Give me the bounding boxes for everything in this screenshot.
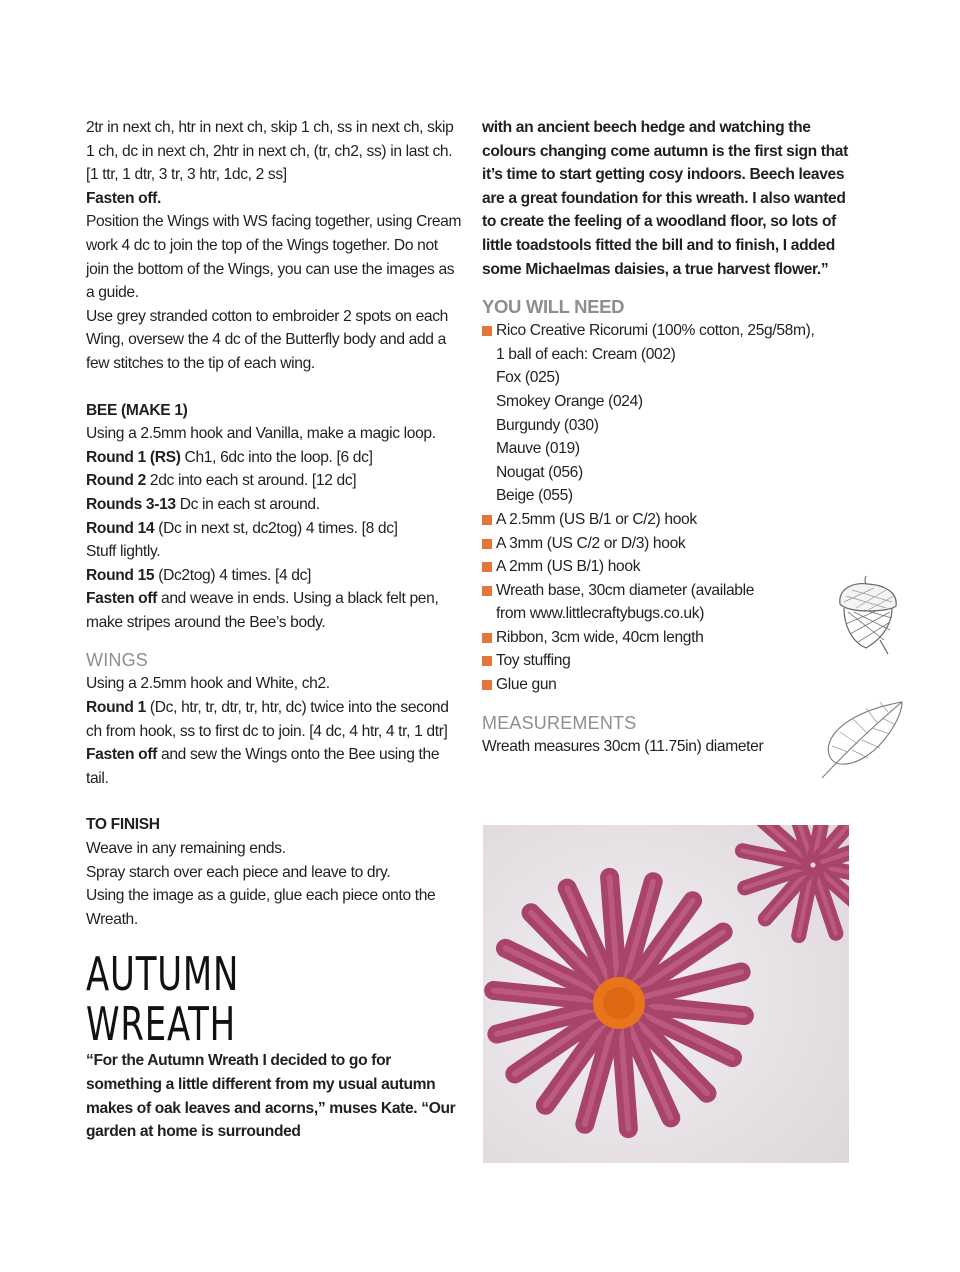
round-row (86, 517, 464, 541)
fasten-off-label: Fasten off. (86, 189, 161, 207)
quote-text: “For the Autumn Wreath I decided to go for something a little different from my usual autumn makes of oak leaves and acorns,” muses Kate. “Our garden at home is surrounded (86, 1052, 456, 1141)
pattern-text: 2tr in next ch, htr in next ch, skip 1 ch, ss in next ch, skip 1 ch, dc in next ch, 2htr in next ch, (tr, ch2, ss) in last ch. [1 ttr, 1 dtr, 3 tr, 3 htr, 1dc, 2 ss] (86, 119, 454, 184)
pattern-text: Using the image as a guide, glue each piece onto the Wreath. (86, 887, 436, 928)
pattern-text: and weave in ends. Using a black felt pen, make stripes around the Bee’s body. (86, 590, 439, 631)
round-text: Ch1, 6dc into the loop. [6 dc] (180, 448, 373, 466)
bullet-square-icon (482, 586, 492, 596)
list-item: A 3mm (US C/2 or D/3) hook (482, 532, 858, 556)
crochet-flower-photo (483, 825, 849, 1163)
colour-item: Fox (025) (496, 369, 560, 387)
pattern-text: Position the Wings with WS facing together, using Cream work 4 dc to join the top of the Wings together. Do not join the bottom of the Wings, you can use the images as a guide. (86, 213, 462, 302)
round-row (86, 587, 464, 634)
acorn-sketch-icon (834, 574, 902, 658)
bullet-square-icon (482, 562, 492, 572)
quote-text: with an ancient beech hedge and watching the colours changing come autumn is the first sign that it’s time to start getting cosy indoors. Beech leaves are a great foundation for this wreath. I also wanted to create the feeling of a woodland floor, so lots of little toadstools fitted the bill and to finish, I added some Michaelmas daisies, a true harvest flower.” (482, 119, 848, 278)
round-text: 2dc into each st around. [12 dc] (145, 472, 357, 490)
flower-image (483, 825, 849, 1163)
pattern-text: Use grey stranded cotton to embroider 2 spots on each Wing, oversew the 4 dc of the Butterfly body and add a few stitches to the tip of each wing. (86, 307, 448, 372)
round-row (86, 446, 464, 470)
leaf-sketch-icon (818, 698, 906, 782)
colour-item: Burgundy (030) (496, 416, 599, 434)
fasten-off-label: Fasten off (86, 746, 158, 764)
right-column (482, 116, 858, 758)
left-column (86, 116, 464, 1144)
round-text: (Dc, htr, tr, dtr, tr, htr, dc) twice into the second ch from hook, ss to first dc to join. [4 dc, 4 htr, 4 tr, 1 dtr] (86, 699, 449, 740)
wings-heading: WINGS (86, 650, 148, 671)
round-text: Dc in each st around. (175, 495, 320, 513)
pattern-text: and sew the Wings onto the Bee using the tail. (86, 746, 440, 787)
round-label: Round 1 (RS) (86, 448, 181, 466)
list-item: Wreath base, 30cm diameter (available (482, 579, 858, 603)
list-item: from www.littlecraftybugs.co.uk) (496, 605, 705, 623)
flower-centre-inner (603, 987, 635, 1019)
round-label: Round 14 (86, 519, 155, 537)
measurements-heading: MEASUREMENTS (482, 712, 637, 733)
round-label: Round 1 (86, 699, 146, 717)
list-item: Ribbon, 3cm wide, 40cm length (482, 626, 858, 650)
section-title: AUTUMN WREATH (86, 947, 240, 1052)
round-label: Round 15 (86, 566, 155, 584)
round-row (86, 696, 464, 743)
bullet-square-icon (482, 326, 492, 336)
list-item: A 2.5mm (US B/1 or C/2) hook (482, 508, 858, 532)
list-item: Toy stuffing (482, 649, 858, 673)
round-row (86, 469, 464, 493)
round-label: Rounds 3-13 (86, 495, 176, 513)
colour-item: Nougat (056) (496, 463, 583, 481)
bullet-square-icon (482, 656, 492, 666)
measurements-text: Wreath measures 30cm (11.75in) diameter (482, 737, 764, 755)
bullet-square-icon (482, 539, 492, 549)
list-item: 1 ball of each: Cream (002) (496, 345, 676, 363)
round-text: (Dc2tog) 4 times. [4 dc] (154, 566, 312, 584)
colour-item: Beige (055) (496, 487, 573, 505)
materials-list (482, 319, 858, 697)
list-item: Rico Creative Ricorumi (100% cotton, 25g/58m), (482, 319, 858, 343)
pattern-text: Spray starch over each piece and leave to dry. (86, 863, 391, 881)
you-will-need-heading: YOU WILL NEED (482, 296, 625, 318)
bullet-square-icon (482, 515, 492, 525)
pattern-text: Using a 2.5mm hook and Vanilla, make a magic loop. (86, 425, 436, 443)
pattern-text: Weave in any remaining ends. (86, 840, 286, 858)
fasten-off-label: Fasten off (86, 590, 158, 608)
round-label: Round 2 (86, 472, 146, 490)
finish-heading: TO FINISH (86, 816, 160, 834)
bullet-square-icon (482, 633, 492, 643)
list-item: A 2mm (US B/1) hook (482, 555, 858, 579)
pattern-text: Using a 2.5mm hook and White, ch2. (86, 675, 330, 693)
colour-item: Smokey Orange (024) (496, 392, 643, 410)
round-row (86, 564, 464, 588)
round-text: (Dc in next st, dc2tog) 4 times. [8 dc] (154, 519, 398, 537)
bullet-square-icon (482, 680, 492, 690)
round-row (86, 493, 464, 517)
round-row (86, 743, 464, 790)
colour-item: Mauve (019) (496, 440, 580, 458)
bee-heading: BEE (MAKE 1) (86, 401, 188, 419)
pattern-text: Stuff lightly. (86, 543, 161, 561)
list-item: Glue gun (482, 673, 858, 697)
